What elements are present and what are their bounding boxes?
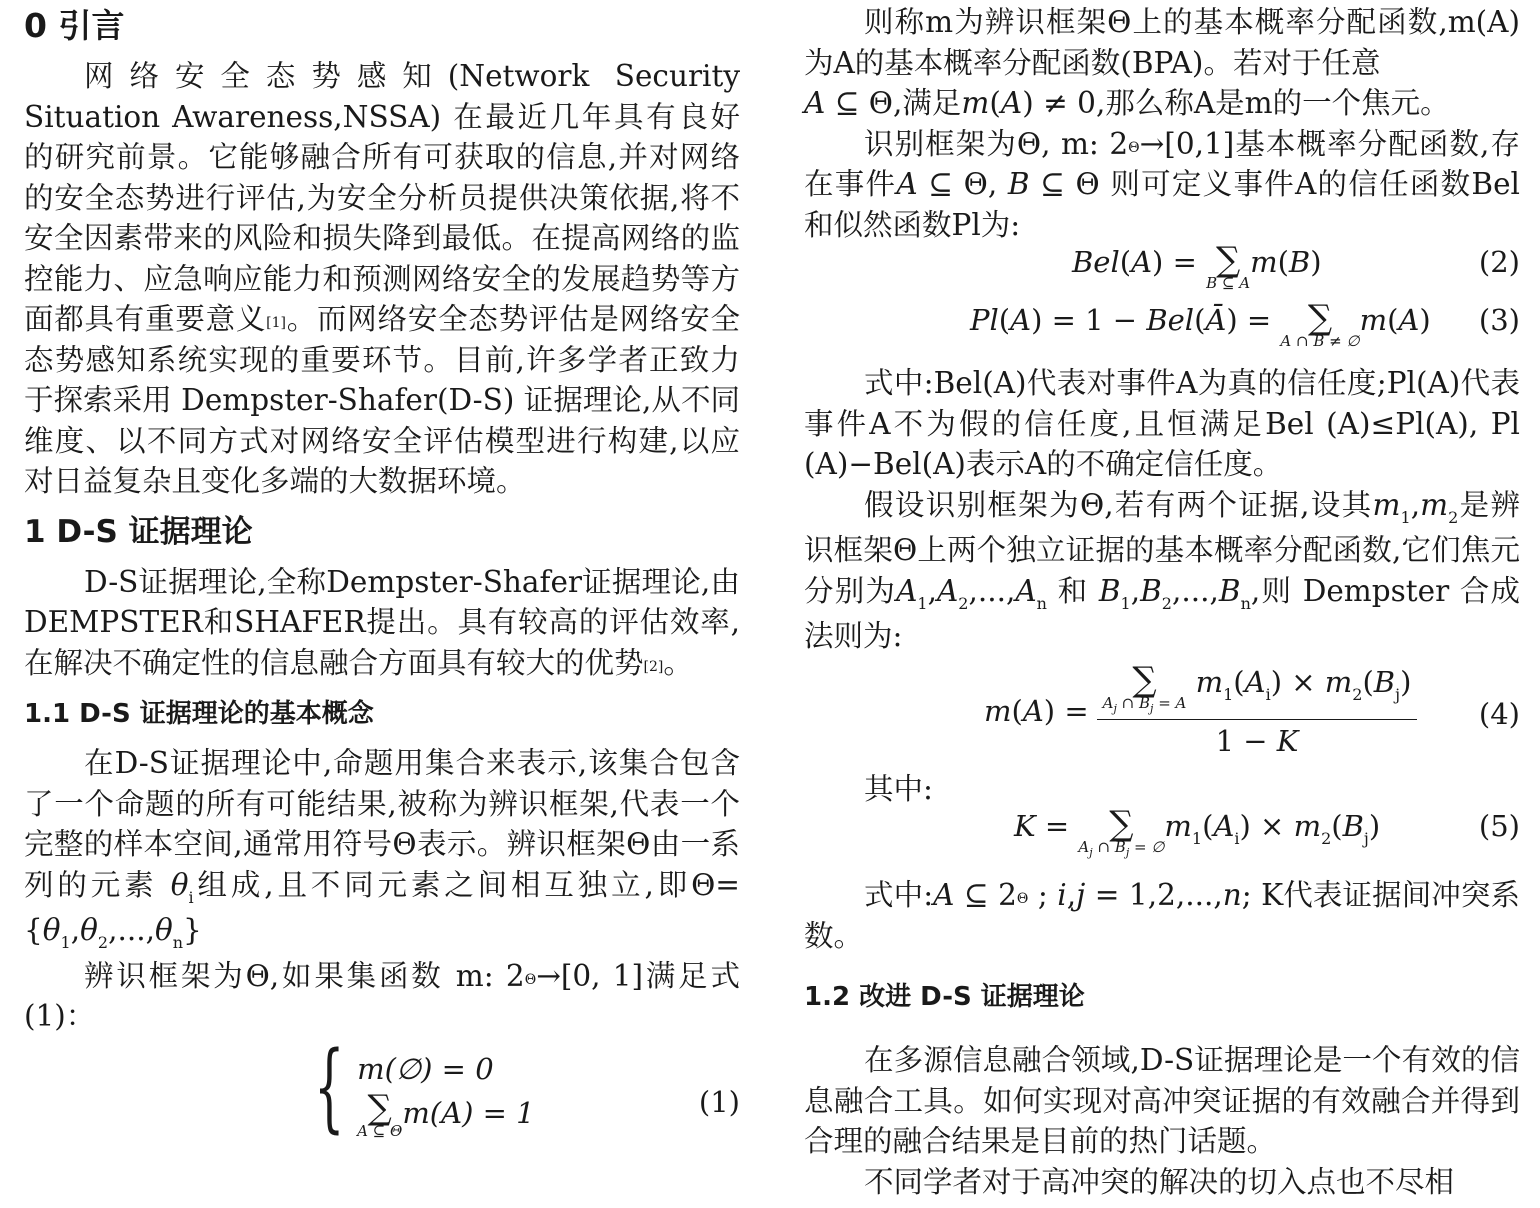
- paragraph-bpa: 则称m为辨识框架Θ上的基本概率分配函数,m(A)为A的基本概率分配函数(BPA)。若对于任意 A ⊆ Θ,满足m(A) ≠ 0,那么称A是m的一个焦元。: [804, 5, 1520, 120]
- intro-text: 网络安全态势感知(Network Security Situation Awareness,NSSA) 在最近几年具有良好的研究前景。它能够融合所有可获取的信息,并对网络的安全态势进行评估,为安全分析员提供决策依据,将不安全因素带来的风险和损失降到最低。在提高网络的监控能力、应急响应能力和预测网络安全的发展趋势等方面都具有重要意义: [24, 59, 740, 336]
- paragraph-setfunc: 辨识框架为Θ,如果集函数 m: $2^\Theta\to[0$, 1]满足式(1)：: [24, 958, 741, 1033]
- bpa-text-b: ,满足: [892, 86, 962, 120]
- bpa-text-c: ,那么称A是m的一个焦元。: [1095, 86, 1450, 120]
- equation-number-3: (3): [1478, 303, 1520, 337]
- equation-number-5: (5): [1478, 809, 1520, 843]
- dempster-text-d: ,则 Dempster 合成法则为:: [804, 573, 1520, 653]
- equation-number-2: (2): [1478, 245, 1520, 279]
- dempster-text-a: 假设识别框架为Θ,若有两个证据,设其: [864, 487, 1373, 522]
- paragraph-fusion: 在多源信息融合领域,D-S证据理论是一个有效的信息融合工具。如何实现对高冲突证据的有效融合并得到合理的融合结果是目前的热门话题。: [804, 1043, 1520, 1158]
- paragraph-bel-pl: 式中:Bel(A)代表对事件A为真的信任度;Pl(A)代表事件A不为假的信任度,且恒满足Bel (A)≤Pl(A), Pl (A)−Bel(A)表示A的不确定信任度。: [804, 366, 1520, 481]
- frame-text-b: 组成,且不同元素之间相互独立,即Θ={: [24, 867, 740, 947]
- ds-text-tail: 。: [663, 645, 693, 680]
- frame-text-a: 在D-S证据理论中,命题用集合来表示,该集合包含了一个命题的所有可能结果,被称为辨识框架,代表一个完整的样本空间,通常用符号Θ表示。辨识框架Θ由一系列的元素: [24, 746, 740, 902]
- paragraph-dempster: 假设识别框架为Θ,若有两个证据,设其$m_1,m_2$是辨识框架Θ上两个独立证据的基本概率分配函数,它们焦元分别为$A_1,A_2,...,A_n$ 和 $B_1,B_2,...,B_n$,则 Dempster 合成法则为:: [804, 487, 1520, 653]
- subsection-heading-improved: 1.2 改进 D-S 证据理论: [804, 982, 1085, 1012]
- setfunc-text: 辨识框架为Θ,如果集函数 m: 2: [84, 958, 525, 993]
- equation-3: Pl(A) = 1 − Bel(Ā) = ∑ A ∩ B ≠ ∅ m(A) (3): [970, 298, 1520, 350]
- paragraph-conflict: 式中:A ⊆ $2^\Theta$ ; i,j = 1,2,...,n; K代表证据间冲突系数。: [804, 878, 1520, 953]
- paragraph-ds: [24, 562, 740, 684]
- eq1-limit: A ⊆ Θ: [357, 1121, 403, 1140]
- eq1-line1: m(∅) = 0: [357, 1051, 494, 1086]
- ds-text: D-S证据理论,全称Dempster-Shafer证据理论,由DEMPSTER和SHAFER提出。具有较高的评估效率,在解决不确定性的信息融合方面具有较大的优势: [24, 564, 740, 680]
- intro-text-tail: 。而网络安全态势评估是网络安全态势感知系统实现的重要环节。目前,许多学者正致力于探索采用 Dempster-Shafer(D-S) 证据理论,从不同维度、以不同方式对网络安全评估模型进行构建,以应对日益复杂且变化多端的大数据环境。: [24, 302, 740, 498]
- paragraph-frame: 在D-S证据理论中,命题用集合来表示,该集合包含了一个命题的所有可能结果,被称为辨识框架,代表一个完整的样本空间,通常用符号Θ表示。辨识框架Θ由一系列的元素 $\theta_i$组成,且不同元素之间相互独立,即$\Theta=\{\theta_1,\theta_2,...,\theta_n\}$: [24, 746, 740, 952]
- equation-1: [24, 1030, 740, 1187]
- citation-2: [2]: [643, 658, 664, 675]
- dempster-text-b: 是辨识框架Θ上两个独立证据的基本概率分配函数,它们焦元分别为: [804, 487, 1520, 608]
- equation-brace: {: [314, 1030, 345, 1143]
- equation-4: m(A) = ∑ $A_j$ ∩ $B_j = A$ $m_1(A_i) \times m_2(B_j)$ 1 − K (4): [984, 659, 1520, 758]
- equation-number-4: (4): [1478, 696, 1520, 731]
- paragraph-scholars: 不同学者对于高冲突的解决的切入点也不尽相: [864, 1164, 1455, 1199]
- section-heading-intro: 0 引言: [24, 6, 125, 45]
- belief-text-a: 识别框架为Θ, m: 2: [864, 126, 1129, 161]
- belief-text-c: 则可定义事件A的信任函数Bel和似然函数Pl为:: [804, 167, 1520, 242]
- equation-number-1: (1): [698, 1084, 740, 1119]
- conflict-text-a: 式中:: [864, 878, 934, 912]
- subsection-heading-basic: 1.1 D-S 证据理论的基本概念: [24, 699, 374, 729]
- dempster-text-c: 和: [1057, 573, 1089, 608]
- eq1-line2: m(A) = 1: [402, 1095, 535, 1130]
- equation-5: K = ∑ $A_j$ ∩ $B_j$ = ∅ $m_1(A_i) \times m_2(B_j)$ (5): [1014, 804, 1520, 859]
- frame-text-c: }: [183, 913, 202, 947]
- belief-text-b: →[0,1]基本概率分配函数,存在事件: [804, 126, 1520, 201]
- setfunc-text-b: →[0, 1]满足式(1)：: [24, 958, 741, 1033]
- conflict-text-b: ; K代表证据间冲突系数。: [804, 878, 1520, 953]
- paragraph-where: 其中:: [864, 771, 933, 806]
- equation-2: Bel(A) = ∑ B ⊆ A m(B) (2): [1072, 240, 1520, 292]
- paragraph-intro: [24, 56, 740, 502]
- bpa-text: 则称m为辨识框架Θ上的基本概率分配函数,m(A)为A的基本概率分配函数(BPA)。若对于任意: [804, 5, 1520, 80]
- sum-symbol: ∑ A ⊆ Θ: [357, 1087, 403, 1140]
- citation-1: [1]: [266, 315, 286, 331]
- section-heading-ds: 1 D-S 证据理论: [24, 513, 253, 550]
- right-column: [804, 0, 1520, 1202]
- left-column: [24, 0, 740, 1187]
- paragraph-belief: 识别框架为Θ, m: $2^\Theta\to[0,1]$基本概率分配函数,存在事件A ⊆ Θ, B ⊆ Θ 则可定义事件A的信任函数Bel和似然函数Pl为:: [804, 126, 1520, 242]
